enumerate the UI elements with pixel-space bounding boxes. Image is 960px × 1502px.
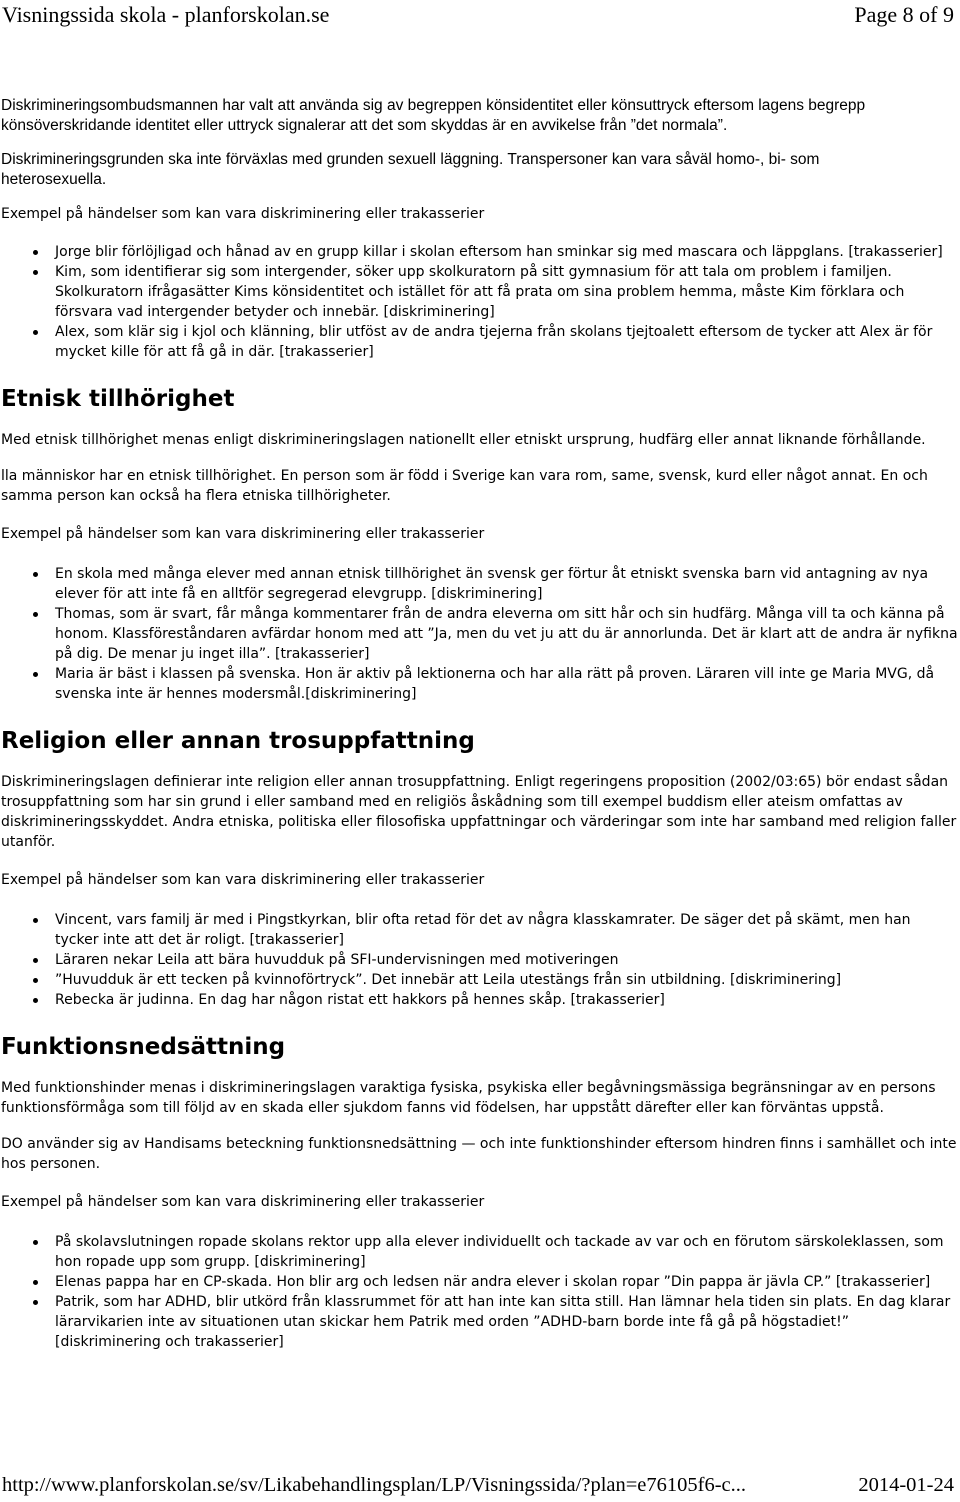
page-number: Page 8 of 9 (854, 2, 954, 27)
intro-line: Diskrimineringsgrunden ska inte förväxlas med grunden sexuell läggning. Transpersoner kan vara såväl homo-, bi- som (1, 151, 820, 168)
list-item: Thomas, som är svart, får många kommentarer från de andra eleverna om sitt hår och sin hudfärg. Många vill ta och känna på honom. Klassföreståndaren avfärdar honom med att ”Ja, men du vet ju att du är annorlunda. Det är klart att de andra är nyfikna på dig. De menar ju inget illa”. [trakasserier] (55, 606, 958, 662)
religion-examples-list (0, 910, 958, 1010)
gender-examples-list (0, 242, 958, 362)
examples-label: Exempel på händelser som kan vara diskriminering eller trakasserier (1, 872, 485, 888)
footer-url: http://www.planforskolan.se/sv/Likabehandlingsplan/LP/Visningssida/?plan=e76105f6-c... (2, 1474, 747, 1496)
section-paragraph: lla människor har en etnisk tillhörighet. En person som är född i Sverige kan vara rom, same, svensk, kurd eller något annat. En och samma person kan också ha flera etniska tillhörigheter. (1, 468, 928, 504)
list-item: Vincent, vars familj är med i Pingstkyrkan, blir ofta retad för det av några klasskamrater. De säger det på skämt, men han tycker inte att det är roligt. [trakasserier] (55, 910, 958, 950)
list-item: Kim, som identifierar sig som intergender, söker upp skolkuratorn på sitt gymnasium för att tala om problem i familjen. Skolkuratorn ifrågasätter Kims könsidentitet och istället för att få prata om sina problem hemma, måste Kim förklara och försvara vad intergender betyder och innebär. [diskriminering] (55, 262, 958, 322)
disability-examples-list (0, 1232, 958, 1352)
list-item: Elenas pappa har en CP-skada. Hon blir arg och ledsen när andra elever i skolan ropar ”Din pappa är jävla CP.” [trakasserier] (55, 1272, 958, 1292)
list-item: På skolavslutningen ropade skolans rektor upp alla elever individuellt och tackade av var och en förutom särskoleklassen, som hon ropade upp som grupp. [diskriminering] (55, 1232, 958, 1272)
list-item: Jorge blir förlöjligad och hånad av en grupp killar i skolan eftersom han sminkar sig med mascara och läppglans. [trakasserier] (55, 242, 958, 262)
list-item: Maria är bäst i klassen på svenska. Hon är aktiv på lektionerna och har alla rätt på proven. Läraren vill inte ge Maria MVG, då svenska inte är hennes modersmål.[diskriminering] (55, 664, 958, 704)
page-header (0, 0, 960, 34)
section-paragraph: DO använder sig av Handisams beteckning funktionsnedsättning — och inte funktionshinder eftersom hindren finns i samhället och inte hos personen. (1, 1136, 957, 1172)
section-heading: Funktionsnedsättning (1, 1034, 286, 1060)
list-item: Patrik, som har ADHD, blir utkörd från klassrummet för att han inte kan sitta still. Han lämnar hela tiden sin plats. En dag klarar lärarvikarien inte av situationen utan skickar hem Patrik med orden ”ADHD-barn borde inte få gå på högstadiet!” [diskriminering och trakasserier] (55, 1292, 958, 1352)
intro-line: Diskrimineringsombudsmannen har valt att använda sig av begreppen könsidentitet eller könsuttryck eftersom lagens begrepp (1, 97, 866, 114)
section-paragraph: Med etnisk tillhörighet menas enligt diskrimineringslagen nationellt eller etniskt ursprung, hudfärg eller annat liknande förhållande. (1, 432, 926, 448)
section-paragraph: Diskrimineringslagen definierar inte religion eller annan trosuppfattning. Enligt regeringens proposition (2002/03:65) bör endast sådan trosuppfattning som har sin grund i eller samband med en religiös åskådning som till exempel buddism eller ateism omfattas av diskrimineringsskyddet. Andra etniska, politiska eller filosofiska uppfattningar och värderingar som inte har samband med religion faller utanför. (1, 774, 957, 850)
list-item: Rebecka är judinna. En dag har någon ristat ett hakkors på hennes skåp. [trakasserier] (55, 990, 958, 1010)
examples-label: Exempel på händelser som kan vara diskriminering eller trakasserier (1, 1194, 485, 1210)
list-item: En skola med många elever med annan etnisk tillhörighet än svensk ger förtur åt etniskt svenska barn vid antagning av nya elever för att inte få en alltför segregerad elevgrupp. [diskriminering] (55, 564, 958, 604)
page-content (0, 96, 958, 1352)
section-heading: Religion eller annan trosuppfattning (1, 728, 475, 754)
page-footer (0, 1472, 960, 1502)
section-paragraph: Med funktionshinder menas i diskrimineringslagen varaktiga fysiska, psykiska eller begåvningsmässiga begränsningar av en persons funktionsförmåga som till följd av en skada eller sjukdom fanns vid födelsen, har uppstått därefter eller kan förväntas uppstå. (1, 1080, 936, 1116)
intro-paragraph (0, 96, 958, 190)
section-heading: Etnisk tillhörighet (1, 386, 235, 412)
list-item: Läraren nekar Leila att bära huvudduk på SFI-undervisningen med motiveringen (55, 950, 958, 970)
intro-line: heterosexuella. (1, 171, 107, 188)
ethnic-examples-list (0, 564, 958, 704)
examples-label: Exempel på händelser som kan vara diskriminering eller trakasserier (1, 206, 485, 222)
document-title: Visningssida skola - planforskolan.se (2, 2, 330, 27)
examples-label: Exempel på händelser som kan vara diskriminering eller trakasserier (1, 526, 485, 542)
footer-date: 2014-01-24 (858, 1474, 954, 1496)
list-item: Alex, som klär sig i kjol och klänning, blir utföst av de andra tjejerna från skolans tjejtoalett eftersom de tycker att Alex är för mycket kille för att få gå in där. [trakasserier] (55, 322, 958, 362)
list-item: ”Huvudduk är ett tecken på kvinnoförtryck”. Det innebär att Leila utestängs från sin utbildning. [diskriminering] (55, 970, 958, 990)
intro-line: könsöverskridande identitet eller uttryck signalerar att det som skyddas är en avvikelse från ”det normala”. (1, 117, 728, 134)
